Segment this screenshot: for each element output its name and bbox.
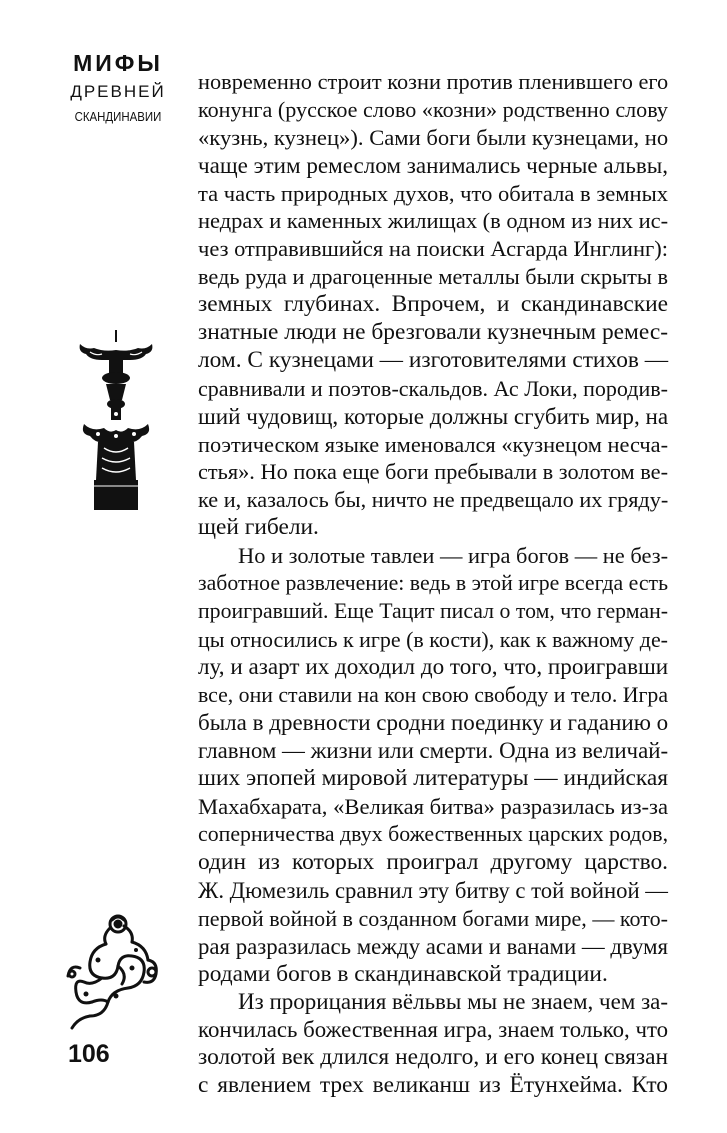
text-line: Ж. Дюмезиль сравнил эту битву с той войной — [198, 877, 668, 903]
text-line: соперничества двух божественных царских родов, [198, 822, 669, 847]
carved-pillar-icon [76, 330, 156, 510]
text-line: «кузнь, кузнец»). Сами боги были кузнецами, но [198, 124, 669, 150]
text-line: Махабхарата, «Великая битва» разразилась из-за [198, 794, 668, 820]
page-number: 106 [68, 1040, 110, 1068]
running-head-subtitle: ДРЕВНЕЙ [70, 82, 166, 101]
body-text [198, 68, 668, 1100]
text-line: стья». Но пока еще боги пребывали в золотом ве- [198, 459, 669, 485]
text-line: первой войной в созданном богами мире, — кото- [198, 905, 668, 931]
text-line: Из прорицания вёльвы мы не знаем, чем за- [238, 988, 669, 1015]
running-head-region: СКАНДИНАВИИ [74, 109, 162, 124]
text-line: сравнивали и поэтов-скальдов. Ас Локи, породив- [198, 375, 668, 401]
text-line: цы относились к игре (в кости), как к важному де- [198, 626, 668, 652]
text-line: щей гибели. [198, 514, 319, 541]
text-line: проигравший. Еще Тацит писал о том, что герман- [198, 598, 668, 623]
text-line: Но и золотые тавлеи — игра богов — не без- [238, 543, 669, 569]
running-head-title: МИФЫ [73, 50, 163, 76]
text-line: та часть природных духов, что обитала в земных [198, 180, 668, 206]
text-line: ших эпопей мировой литературы — индийская [198, 765, 668, 792]
text-line: один из которых проиграл другому царство. [198, 848, 668, 875]
dragon-knot-icon [62, 912, 162, 1030]
text-line: золотой век длился недолго, и его конец связан [198, 1044, 668, 1071]
text-line: ке и, казалось бы, ничто не предвещало их гряду- [198, 487, 669, 513]
text-line: рая разразилась между асами и ванами — двумя [198, 933, 668, 959]
text-line: чез отправившийся на поиски Асгарда Инглинг): [198, 236, 668, 262]
text-line: поэтическом языке именовался «кузнецом несча- [198, 431, 669, 457]
text-line: заботное развлечение: ведь в этой игре всегда есть [198, 571, 669, 596]
text-line: знатные люди не брезговали кузнечным ремес- [198, 319, 668, 346]
text-line: с явлением трех великанш из Ётунхейма. Кто [198, 1072, 668, 1099]
text-line: ведь руда и драгоценные металлы были скрыты в [198, 264, 668, 290]
text-line: кончилась божественная игра, знаем только, что [198, 1017, 669, 1043]
text-line: ший чудовищ, которые должны сгубить мир, на [198, 402, 669, 429]
text-line: все, они ставили на кон свою свободу и тело. Игра [198, 682, 668, 707]
text-line: главном — жизни или смерти. Одна из величай- [198, 738, 669, 764]
text-line: конунга (русское слово «козни» родственно слову [198, 96, 668, 122]
text-line: чаще этим ремеслом занимались черные альвы, [198, 151, 669, 178]
text-line: была в древности сродни поединку и гаданию о [198, 709, 669, 736]
text-line: недрах и каменных жилищах (в одном из них ис- [198, 208, 669, 234]
running-head [62, 52, 174, 123]
text-line: лу, и азарт их доходил до того, что, проигравши [198, 653, 669, 680]
text-line: новременно строит козни против пленившего его [198, 69, 669, 94]
text-line: лом. С кузнецами — изготовителями стихов — [198, 346, 669, 373]
text-line: родами богов в скандинавской традиции. [198, 960, 608, 987]
text-line: земных глубинах. Впрочем, и скандинавские [198, 291, 668, 318]
